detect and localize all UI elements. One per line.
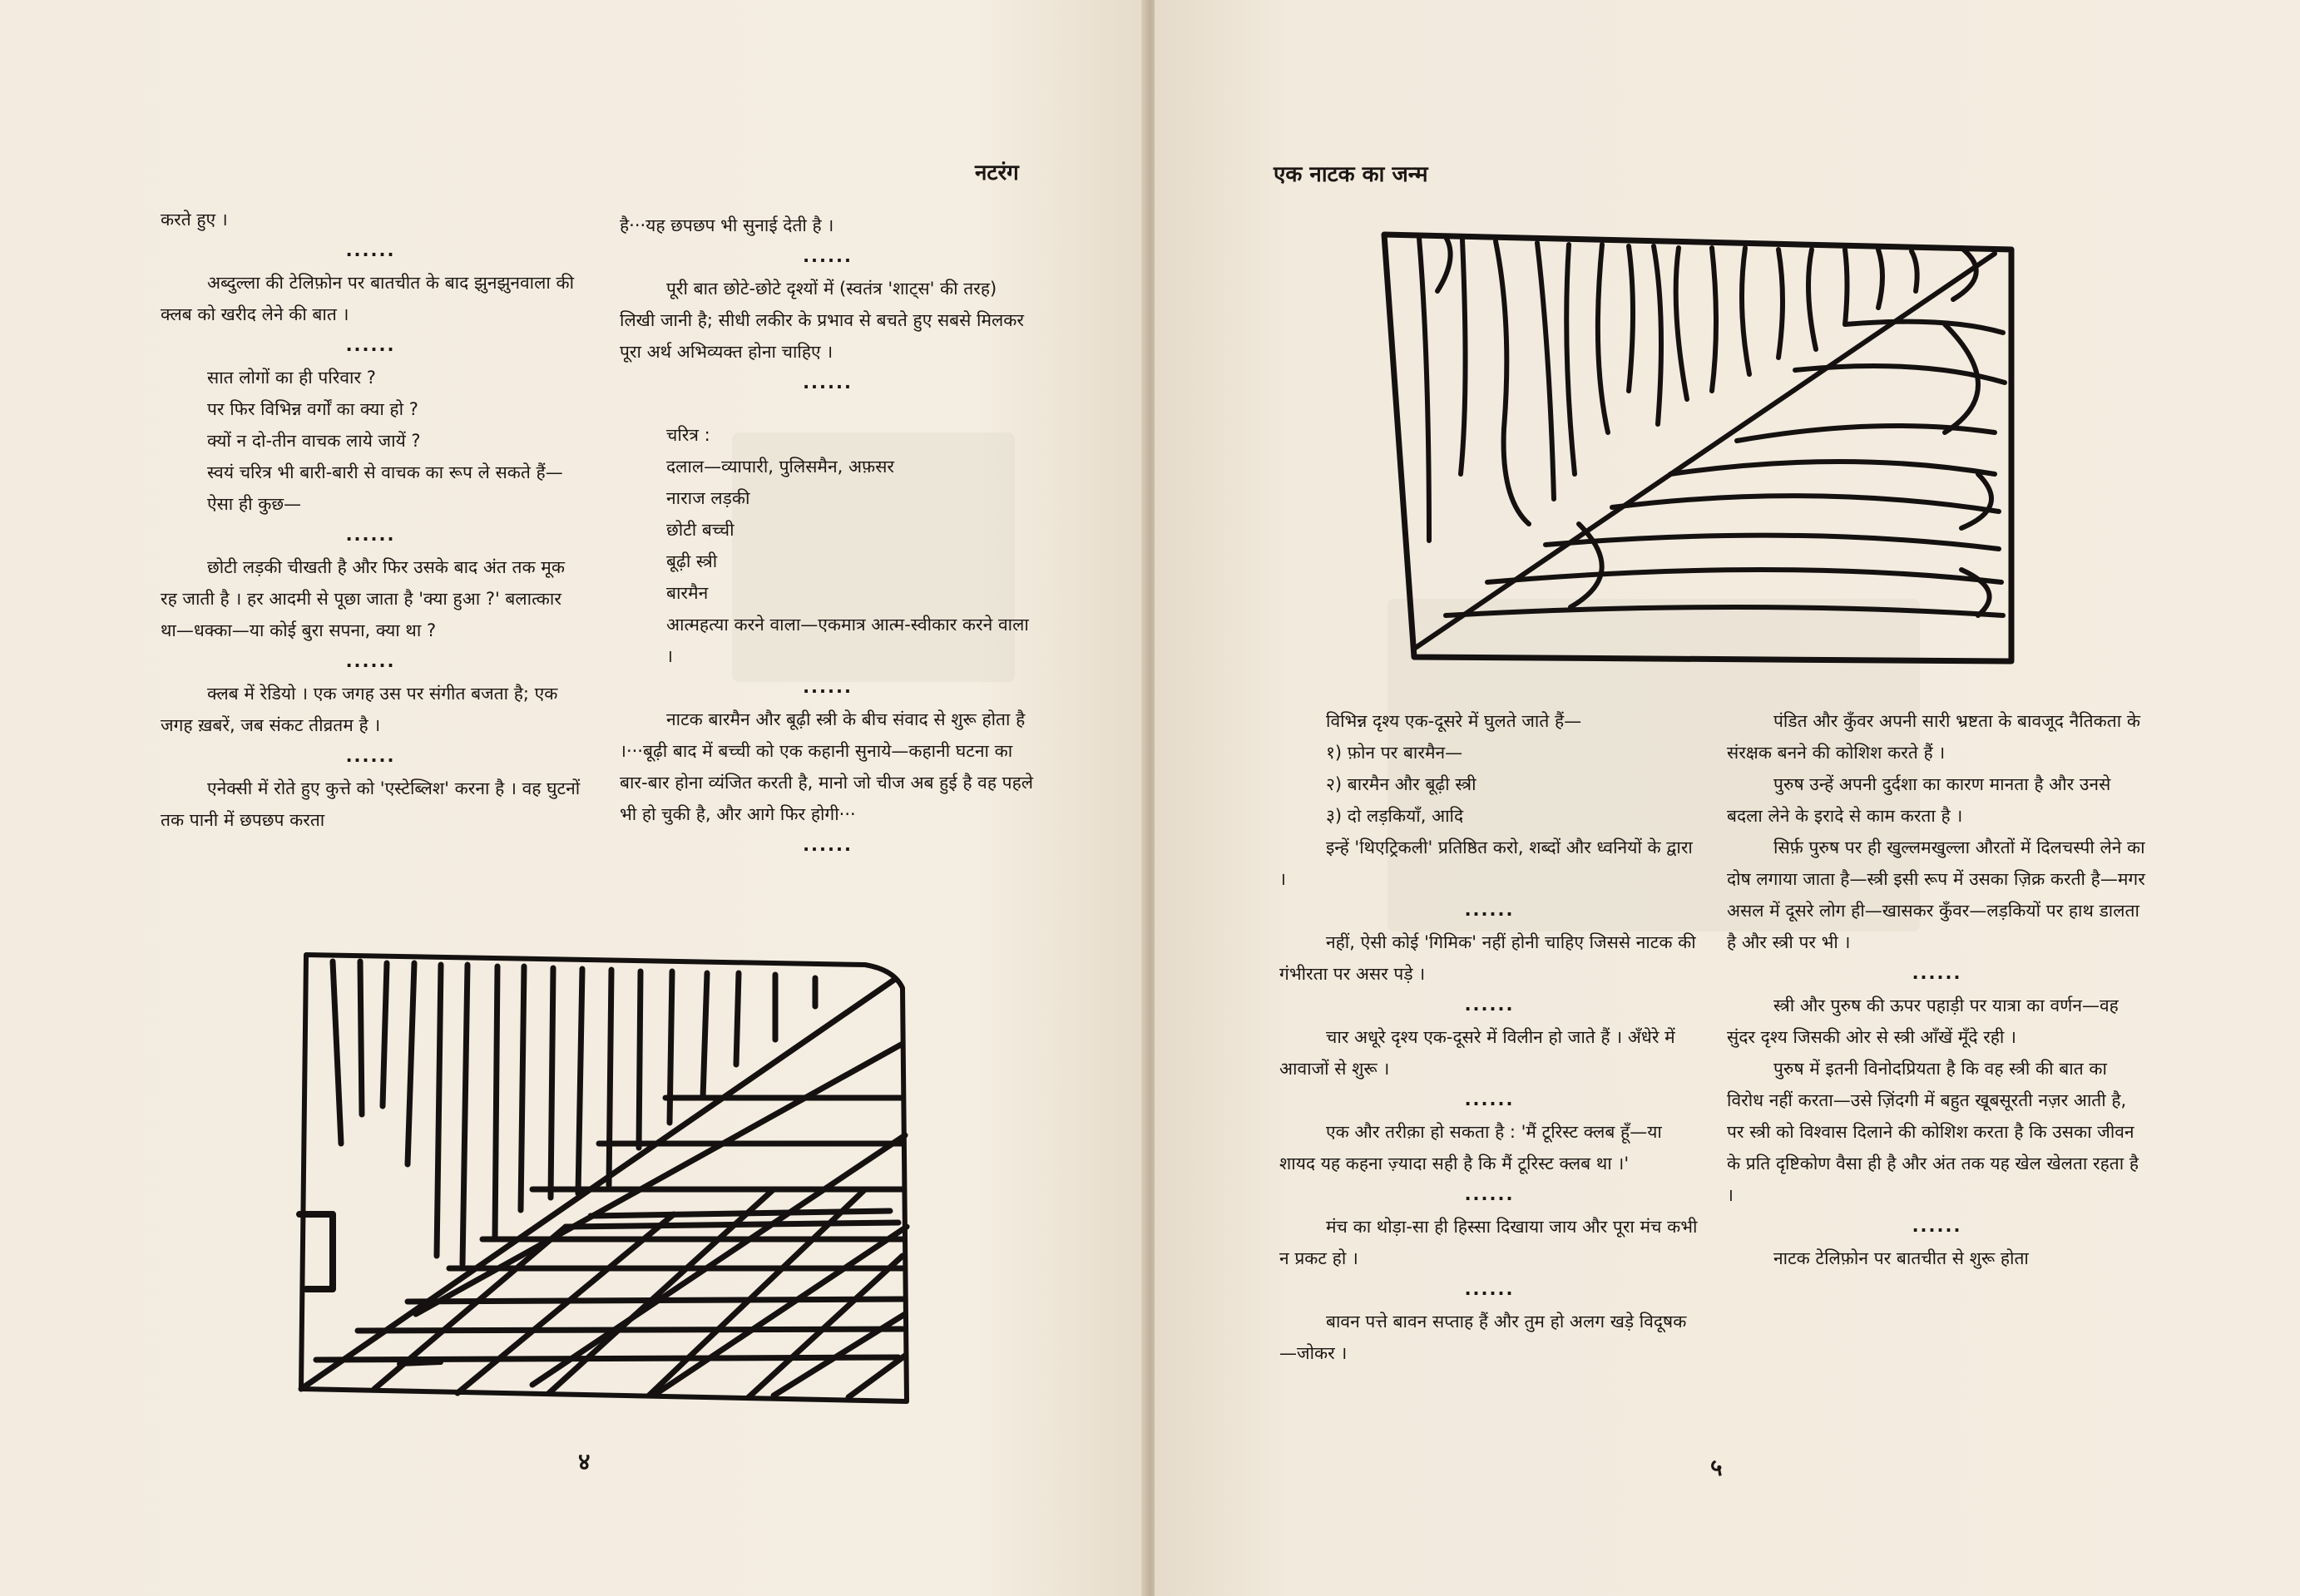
section-separator: ......: [803, 835, 853, 855]
right-page: [1155, 0, 2300, 1596]
text-column-2: [1727, 705, 2147, 1274]
left-page: [0, 0, 1148, 1596]
section-separator: ......: [1464, 1090, 1515, 1109]
paragraph: है···यह छपछप भी सुनाई देती है ।: [620, 215, 834, 235]
running-head: एक नाटक का जन्म: [1274, 162, 1428, 187]
stage-sketch-lines: [1379, 225, 2036, 674]
paragraph: स्वयं चरित्र भी बारी-बारी से वाचक का रूप ले सकते हैं—: [207, 462, 563, 482]
section-separator: ......: [345, 335, 396, 355]
paragraph: नाटक टेलिफ़ोन पर बातचीत से शुरू होता: [1773, 1248, 2029, 1268]
paragraph: इन्हें 'थिएट्रिकली' प्रतिष्ठित करो, शब्दों और ध्वनियों के द्वारा ।: [1279, 838, 1693, 889]
section-separator: ......: [1464, 1184, 1515, 1204]
paragraph: पंडित और कुँवर अपनी सारी भ्रष्टता के बावजूद नैतिकता के संरक्षक बनने की कोशिश करते हैं ।: [1727, 711, 2140, 763]
cast-list-item: नाराज लड़की: [666, 488, 750, 508]
paragraph: पूरी बात छोटे-छोटे दृश्यों में (स्वतंत्र 'शाट्स' की तरह) लिखी जानी है; सीधी लकीर के प्रभाव से बचते हुए सबसे मिलकर पूरा अर्थ अभिव्यक्त होना चाहिए ।: [620, 279, 1024, 362]
section-separator: ......: [803, 677, 853, 697]
paragraph: बावन पत्ते बावन सप्ताह हैं और तुम हो अलग खड़े विदूषक—जोकर ।: [1279, 1312, 1687, 1363]
text-column-1: [161, 204, 581, 836]
cast-list-item: दलाल—व्यापारी, पुलिसमैन, अफ़सर: [666, 457, 894, 477]
paragraph: एक और तरीक़ा हो सकता है : 'मैं टूरिस्ट क्लब हूँ—या शायद यह कहना ज़्यादा सही है कि मैं टूरिस्ट क्लब था ।': [1279, 1122, 1662, 1174]
paragraph: छोटी लड़की चीखती है और फिर उसके बाद अंत तक मूक रह जाती है । हर आदमी से पूछा जाता है 'क्या हुआ ?' बलात्कार था—धक्का—या कोई बुरा सपना, क्या था ?: [161, 557, 565, 640]
paragraph: पुरुष उन्हें अपनी दुर्दशा का कारण मानता है और उनसे बदला लेने के इरादे से काम करता है ।: [1727, 774, 2111, 826]
paragraph: सिर्फ़ पुरुष पर ही खुल्लमखुल्ला औरतों में दिलचस्पी लेने का दोष लगाया जाता है—स्त्री इसी रूप में उसका ज़िक्र करती है—मगर असल में दूसरे लोग ही—खासकर कुँवर—लड़कियों पर हाथ डालता है और स्त्री पर भी ।: [1727, 838, 2145, 952]
paragraph: अब्दुल्ला की टेलिफ़ोन पर बातचीत के बाद झुनझुनवाला की क्लब को खरीद लेने की बात ।: [161, 273, 575, 324]
paragraph: ३) दो लड़कियाँ, आदि: [1326, 806, 1464, 826]
section-separator: ......: [803, 246, 853, 266]
paragraph: विभिन्न दृश्य एक-दूसरे में घुलते जाते हैं—: [1326, 711, 1582, 731]
spacer: [620, 399, 1036, 419]
section-separator: ......: [1464, 995, 1515, 1015]
paragraph: सात लोगों का ही परिवार ?: [207, 368, 376, 388]
page-number: ४: [578, 1448, 591, 1475]
paragraph: क्यों न दो-तीन वाचक लाये जायें ?: [207, 431, 421, 451]
cast-list-item: बूढ़ी स्त्री: [666, 551, 718, 571]
section-separator: ......: [1912, 963, 1962, 983]
cast-list-item: बारमैन: [666, 583, 709, 603]
paragraph: नाटक बारमैन और बूढ़ी स्त्री के बीच संवाद से शुरू होता है ।···बूढ़ी बाद में बच्ची को एक कहानी सुनाये—कहानी घटना का बार-बार होना व्यंजित करती है, मानो जो चीज अब हुई है वह पहले भी हो चुकी है, और आगे फिर होगी···: [620, 709, 1033, 824]
paragraph: करते हुए ।: [161, 210, 228, 230]
cast-list-item: आत्महत्या करने वाला—एकमात्र आत्म-स्वीकार करने वाला ।: [666, 615, 1029, 666]
paragraph: १) फ़ोन पर बारमैन—: [1326, 743, 1463, 763]
paragraph: मंच का थोड़ा-सा ही हिस्सा दिखाया जाय और पूरा मंच कभी न प्रकट हो ।: [1279, 1217, 1698, 1268]
paragraph: क्लब में रेडियो । एक जगह उस पर संगीत बजता है; एक जगह ख़बरें, जब संकट तीव्रतम है ।: [161, 684, 558, 735]
paragraph: ऐसा ही कुछ—: [207, 494, 302, 514]
page-number: ५: [1710, 1454, 1723, 1481]
paragraph: एनेक्सी में रोते हुए कुत्ते को 'एस्टेब्लिश' करना है । वह घुटनों तक पानी में छपछप करता: [161, 778, 581, 830]
cast-list-item: छोटी बच्ची: [666, 520, 735, 540]
section-separator: ......: [1464, 1279, 1515, 1299]
paragraph: २) बारमैन और बूढ़ी स्त्री: [1326, 774, 1476, 794]
section-separator: ......: [345, 651, 396, 671]
text-column-2: [620, 210, 1036, 862]
section-separator: ......: [345, 240, 396, 260]
paragraph: चार अधूरे दृश्य एक-दूसरे में विलीन हो जाते हैं । अँधेरे में आवाजों से शुरू ।: [1279, 1027, 1675, 1079]
paragraph: स्त्री और पुरुष की ऊपर पहाड़ी पर यात्रा का वर्णन—वह सुंदर दृश्य जिसकी ओर से स्त्री आँखें मूँदे रही ।: [1727, 996, 2119, 1047]
text-column-1: [1279, 705, 1699, 1369]
section-separator: ......: [803, 373, 853, 393]
paragraph: नहीं, ऐसी कोई 'गिमिक' नहीं होनी चाहिए जिससे नाटक की गंभीरता पर असर पड़े ।: [1279, 932, 1696, 984]
section-separator: ......: [345, 525, 396, 545]
paragraph: पर फिर विभिन्न वर्गों का क्या हो ?: [207, 399, 418, 419]
stage-sketch-grid: [283, 940, 915, 1406]
running-head: नटरंग: [975, 161, 1019, 185]
section-separator: ......: [1464, 900, 1515, 920]
section-separator: ......: [1912, 1216, 1962, 1236]
paragraph: चरित्र :: [666, 425, 710, 445]
section-separator: ......: [345, 746, 396, 766]
paragraph: पुरुष में इतनी विनोदप्रियता है कि वह स्त्री की बात का विरोध नहीं करता—उसे ज़िंदगी में बहुत खूबसूरती नज़र आती है, पर स्त्री को विश्वास दिलाने की कोशिश करता है कि उसका जीवन के प्रति दृष्टिकोण वैसा ही है और अंत तक यह खेल खेलता रहता है ।: [1727, 1059, 2139, 1205]
